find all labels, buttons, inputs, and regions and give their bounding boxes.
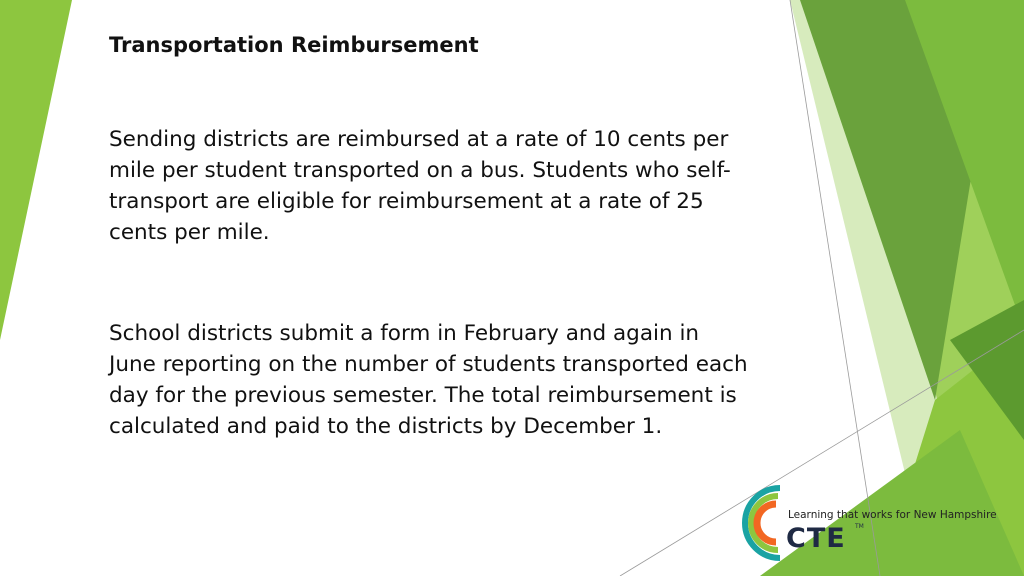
slide-title: Transportation Reimbursement xyxy=(109,33,479,57)
cte-logo xyxy=(740,480,1010,570)
paragraph-bus-reimbursement: Sending districts are reimbursed at a rate of 10 cents per mile per student transported on a bus. Students who self-transport are eligible for reimbursement at a rate of 25 cents per mile. xyxy=(109,127,731,245)
left-accent-shape xyxy=(0,0,72,340)
logo-name: CTE xyxy=(786,523,846,554)
logo-tagline: Learning that works for New Hampshire xyxy=(788,509,997,521)
logo-trademark: TM xyxy=(855,523,864,530)
paragraph-reporting-process: School districts submit a form in February and again in June reporting on the number of students transported each day for the previous semester. The total reimbursement is calculated and paid to the districts by December 1. xyxy=(109,321,748,439)
